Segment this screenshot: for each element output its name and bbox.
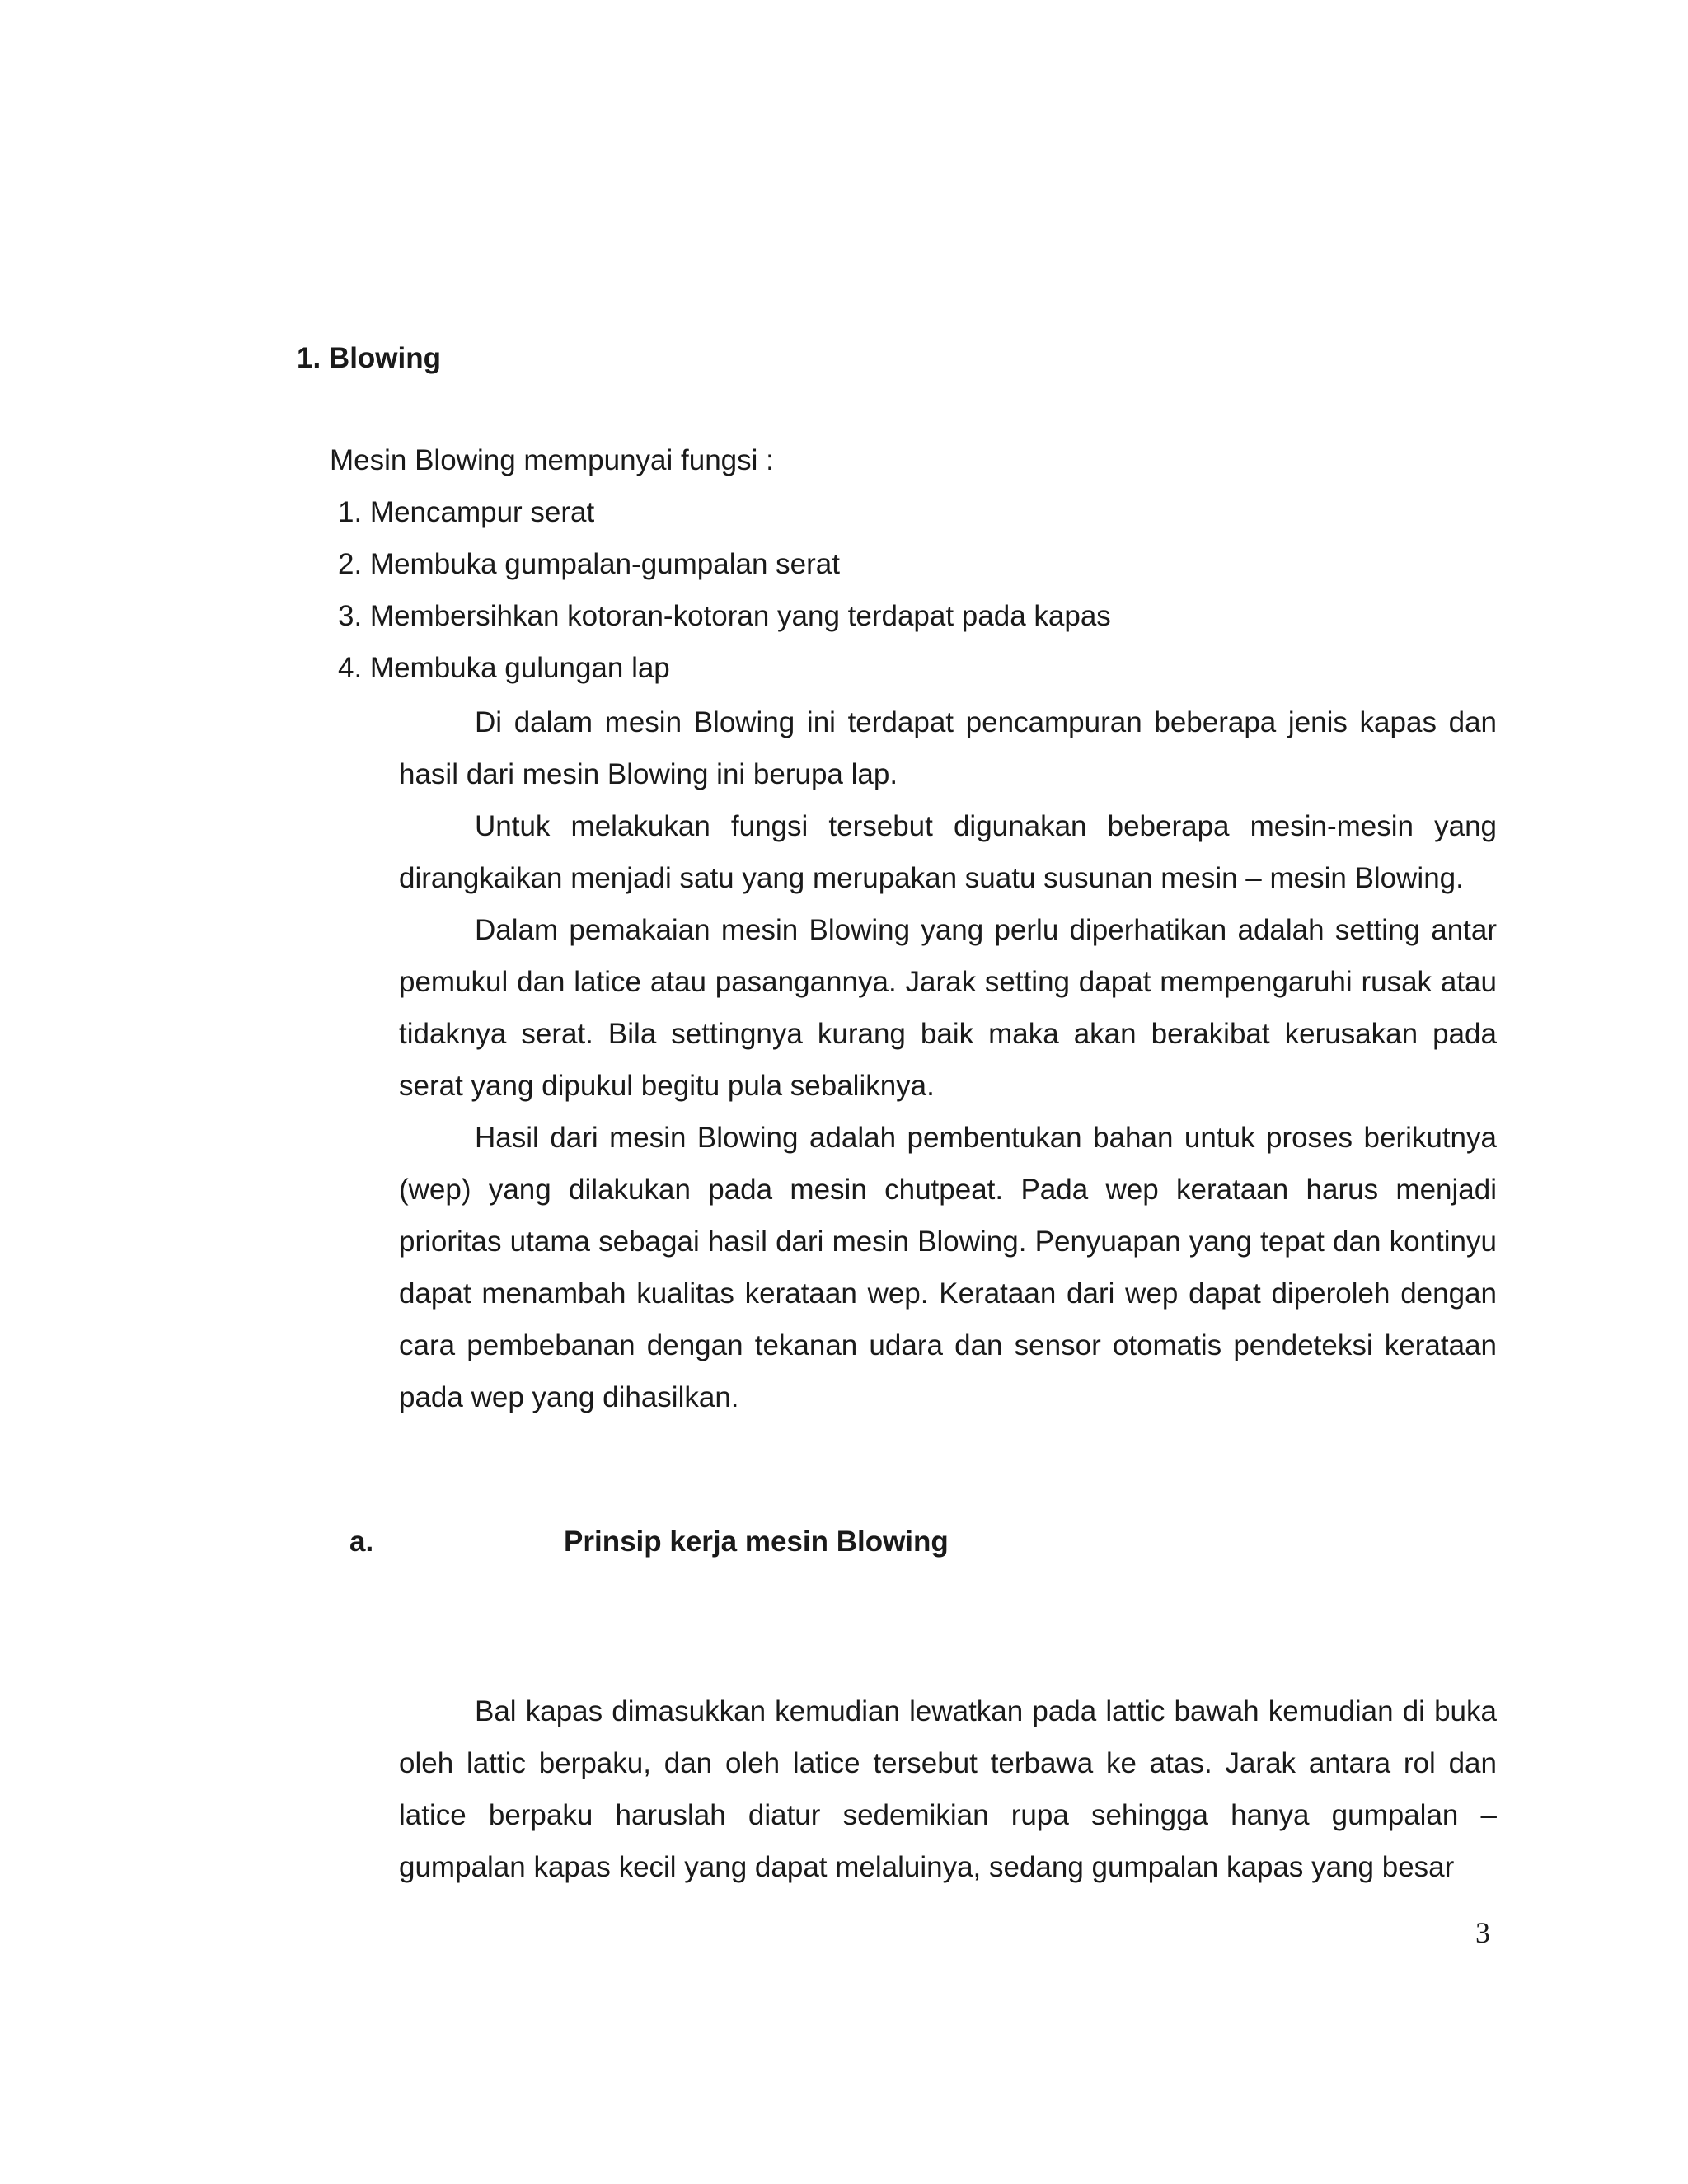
page-number: 3 bbox=[1475, 1916, 1490, 1949]
section-heading: 1. Blowing bbox=[297, 342, 441, 374]
functions-intro: Mesin Blowing mempunyai fungsi : bbox=[330, 444, 774, 476]
list-item: 1. Mencampur serat bbox=[338, 496, 595, 528]
paragraph: Bal kapas dimasukkan kemudian lewatkan pada lattic bawah kemudian di buka oleh lattic berpaku, dan oleh latice tersebut terbawa ke atas. Jarak antara rol dan latice berpaku haruslah diatur sedemikian rupa sehingga hanya gumpalan – gumpalan kapas kecil yang dapat melaluinya, sedang gumpalan kapas yang besar bbox=[399, 1695, 1497, 1883]
section-body bbox=[399, 696, 1497, 1423]
paragraph: Di dalam mesin Blowing ini terdapat pencampuran beberapa jenis kapas dan hasil dari mesin Blowing ini berupa lap. bbox=[399, 706, 1497, 790]
paragraph: Dalam pemakaian mesin Blowing yang perlu diperhatikan adalah setting antar pemukul dan latice atau pasangannya. Jarak setting dapat mempengaruhi rusak atau tidaknya serat. Bila settingnya kurang baik maka akan berakibat kerusakan pada serat yang dipukul begitu pula sebaliknya. bbox=[399, 914, 1497, 1102]
list-item: 3. Membersihkan kotoran-kotoran yang terdapat pada kapas bbox=[338, 600, 1111, 632]
subsection-letter: a. bbox=[349, 1526, 374, 1558]
subsection-body bbox=[399, 1685, 1497, 1893]
functions-list bbox=[338, 492, 1111, 700]
paragraph: Hasil dari mesin Blowing adalah pembentukan bahan untuk proses berikutnya (wep) yang dilakukan pada mesin chutpeat. Pada wep kerataan harus menjadi prioritas utama sebagai hasil dari mesin Blowing. Penyuapan yang tepat dan kontinyu dapat menambah kualitas kerataan wep. Kerataan dari wep dapat diperoleh dengan cara pembebanan dengan tekanan udara dan sensor otomatis pendeteksi kerataan pada wep yang dihasilkan. bbox=[399, 1122, 1497, 1413]
list-item: 4. Membuka gulungan lap bbox=[338, 652, 670, 684]
paragraph: Untuk melakukan fungsi tersebut digunakan beberapa mesin-mesin yang dirangkaikan menjadi satu yang merupakan suatu susunan mesin – mesin Blowing. bbox=[399, 810, 1497, 894]
list-item: 2. Membuka gumpalan-gumpalan serat bbox=[338, 548, 840, 580]
subsection-title: Prinsip kerja mesin Blowing bbox=[564, 1526, 949, 1558]
